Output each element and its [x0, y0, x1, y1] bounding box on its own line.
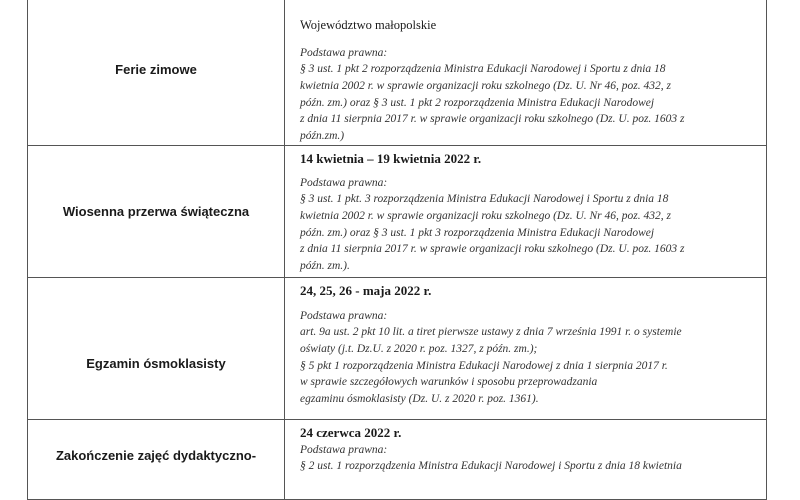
row-label-cell	[28, 0, 285, 145]
row-detail-cell	[285, 0, 767, 145]
date-text: 24 czerwca 2022 r.	[300, 424, 402, 440]
basis-label: Podstawa prawna:	[300, 47, 388, 59]
basis-line: w sprawie szczegółowych warunków i sposobu przeprowadzania	[300, 376, 598, 389]
basis-line: z dnia 11 sierpnia 2017 r. w sprawie organizacji roku szkolnego (Dz. U. poz. 1603 z	[300, 113, 685, 126]
region-text: Województwo małopolskie	[300, 18, 437, 32]
basis-line: § 3 ust. 1 pkt 2 rozporządzenia Ministra Edukacji Narodowej i Sportu z dnia 18	[300, 63, 666, 75]
basis-line: kwietnia 2002 r. w sprawie organizacji roku szkolnego (Dz. U. Nr 46, poz. 432, z	[300, 209, 671, 222]
basis-line: z dnia 11 sierpnia 2017 r. w sprawie organizacji roku szkolnego (Dz. U. poz. 1603 z	[300, 243, 685, 256]
row-label-cell	[28, 277, 285, 419]
basis-line: kwietnia 2002 r. w sprawie organizacji roku szkolnego (Dz. U. Nr 46, poz. 432, z	[300, 79, 671, 92]
row-label-cell	[28, 145, 285, 277]
date-text: 14 kwietnia – 19 kwietnia 2022 r.	[300, 150, 482, 166]
row-detail-cell	[285, 145, 767, 277]
row-label-cell	[28, 419, 285, 499]
row-label: Wiosenna przerwa świąteczna	[62, 203, 250, 219]
basis-line: § 2 ust. 1 rozporządzenia Ministra Edukacji Narodowej i Sportu z dnia 18 kwietnia	[300, 459, 682, 472]
row-detail-cell	[285, 277, 767, 419]
table-row	[28, 277, 767, 419]
basis-line: egzaminu ósmoklasisty (Dz. U. z 2020 r. poz. 1361).	[300, 393, 539, 406]
table-row	[28, 0, 767, 145]
basis-line: oświaty (j.t. Dz.U. z 2020 r. poz. 1327, z późn. zm.);	[300, 342, 538, 355]
basis-line: późn. zm.).	[300, 260, 350, 273]
date-text: 24, 25, 26 - maja 2022 r.	[300, 282, 432, 298]
basis-label: Podstawa prawna:	[300, 443, 388, 456]
row-detail-cell	[285, 419, 767, 499]
table-row	[28, 145, 767, 277]
basis-line: późn.zm.)	[300, 130, 345, 143]
basis-line: § 5 pkt 1 rozporządzenia Ministra Edukacji Narodowej z dnia 1 sierpnia 2017 r.	[300, 359, 668, 372]
basis-line: § 3 ust. 1 pkt. 3 rozporządzenia Ministra Edukacji Narodowej i Sportu z dnia 18	[300, 192, 669, 205]
basis-label: Podstawa prawna:	[300, 309, 388, 322]
basis-label: Podstawa prawna:	[300, 176, 388, 189]
row-label: Ferie zimowe	[115, 62, 197, 78]
table-row	[28, 419, 767, 499]
basis-line: późn. zm.) oraz § 3 ust. 1 pkt 2 rozporządzenia Ministra Edukacji Narodowej	[300, 96, 655, 109]
basis-line: art. 9a ust. 2 pkt 10 lit. a tiret pierwsze ustawy z dnia 7 września 1991 r. o systemie	[300, 325, 682, 338]
basis-line: późn. zm.) oraz § 3 ust. 1 pkt 3 rozporządzenia Ministra Edukacji Narodowej	[300, 226, 655, 239]
row-label: Egzamin ósmoklasisty	[86, 355, 226, 371]
row-label: Zakończenie zajęć dydaktyczno-	[55, 447, 257, 463]
schedule-body	[28, 0, 767, 499]
school-year-schedule-table	[27, 0, 767, 500]
